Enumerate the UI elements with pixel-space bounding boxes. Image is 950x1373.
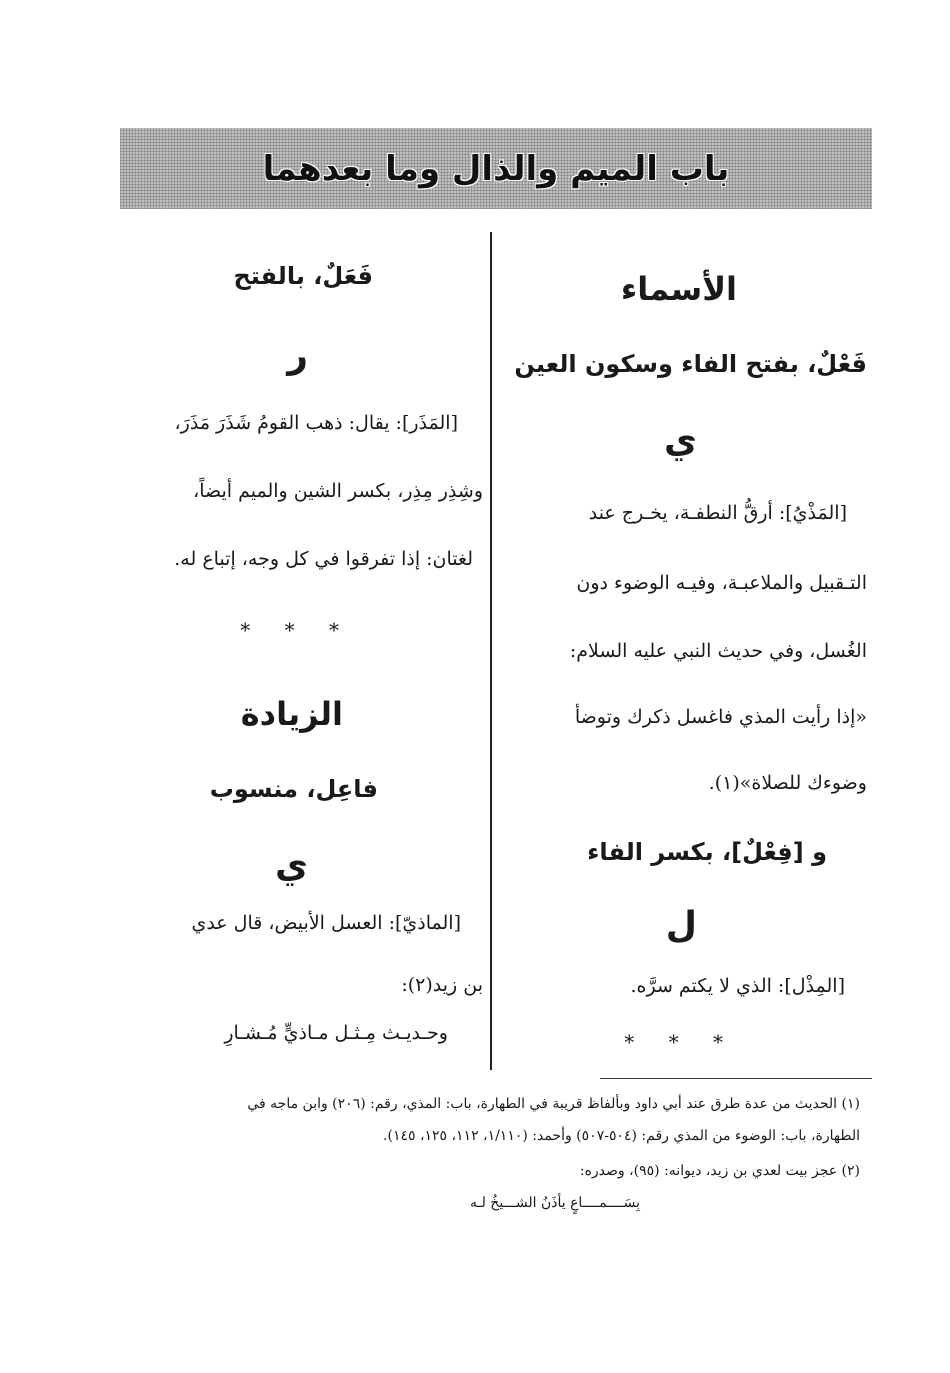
- section-heading-addition: الزيادة: [240, 695, 343, 733]
- entry-line: التـقبيل والملاعبـة، وفيـه الوضوء دون: [576, 572, 867, 594]
- root-letter: ر: [287, 335, 308, 376]
- entry-line: الغُسل، وفي حديث النبي عليه السلام:: [569, 640, 867, 662]
- pattern-heading: و [فِعْلٌ]، بكسر الفاء: [587, 838, 827, 866]
- pattern-heading: فَعْلٌ، بفتح الفاء وسكون العين: [514, 350, 867, 378]
- entry-line: بن زيد(٢):: [401, 974, 483, 996]
- footnote-rule: [600, 1078, 872, 1079]
- footnote-line: (١) الحديث من عدة طرق عند أبي داود وبألفاظ قريبة في الطهارة، باب: المذي، رقم: (٢٠٦) وابن ماجه في: [247, 1096, 860, 1112]
- poetry-verse: وحـديـث مِـثـل مـاذيٍّ مُـشـارِ: [224, 1022, 448, 1044]
- entry-line: وضوءك للصلاة»(١).: [708, 772, 867, 794]
- root-letter: ي: [664, 420, 697, 461]
- pattern-heading: فَعَلٌ، بالفتح: [233, 262, 373, 290]
- entry-line: [المَذَر]: يقال: ذهب القومُ شَذَرَ مَذَرَ،: [174, 412, 458, 434]
- footnote-verse: بِسَــــمــــاعٍ يأذَنُ الشـــيخُ لـه: [469, 1195, 640, 1211]
- separator-stars: * * *: [624, 1030, 737, 1054]
- separator-stars: * * *: [240, 618, 353, 642]
- root-letter: ل: [665, 905, 697, 946]
- entry-line: [الماذيّ]: العسل الأبيض، قال عدي: [191, 912, 461, 934]
- entry-line: [المَذْيُ]: أرقُّ النطفـة، يخـرج عند: [588, 502, 847, 524]
- chapter-title: باب الميم والذال وما بعدهما: [262, 148, 730, 189]
- entry-line: لغتان: إذا تفرقوا في كل وجه، إتباع له.: [174, 548, 473, 570]
- entry-line: «إذا رأيت المذي فاغسل ذكرك وتوضأ: [574, 706, 867, 728]
- column-divider: [490, 232, 492, 1070]
- entry-line: [المِذْل]: الذي لا يكتم سرَّه.: [630, 975, 845, 997]
- entry-line: وشِذِر مِذِر، بكسر الشين والميم أيضاً،: [193, 480, 483, 502]
- footnote-line: (٢) عجز بيت لعدي بن زيد، ديوانه: (٩٥)، وصدره:: [579, 1163, 860, 1179]
- section-heading-names: الأسماء: [620, 270, 737, 308]
- root-letter: ي: [275, 845, 308, 886]
- chapter-title-banner: [120, 128, 872, 209]
- footnote-line: الطهارة، باب: الوضوء من المذي رقم: (٥٠٤-٥٠٧) وأحمد: (١/١١٠، ١١٢، ١٢٥، ١٤٥).: [383, 1128, 860, 1144]
- pattern-heading: فاعِل، منسوب: [209, 775, 378, 803]
